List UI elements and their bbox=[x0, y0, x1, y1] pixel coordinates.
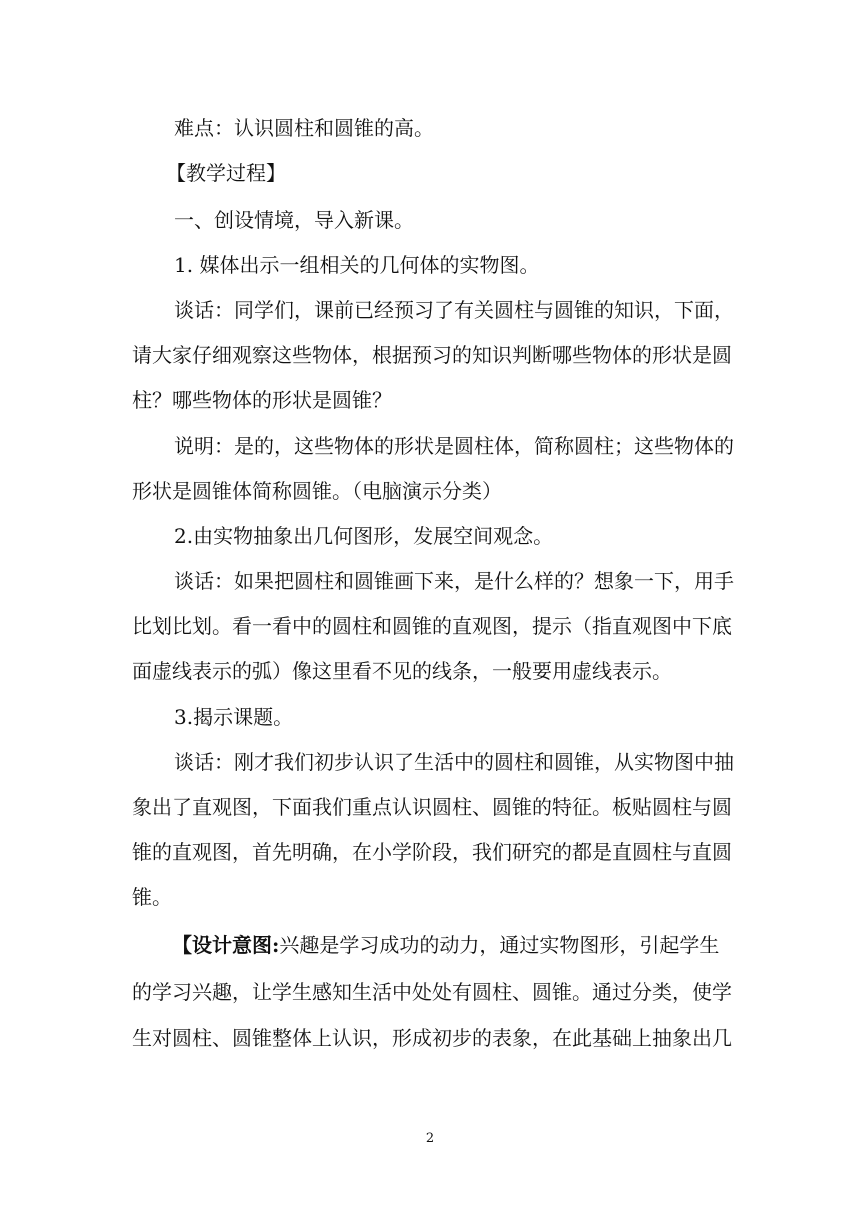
step-item: 3.揭示课题。 bbox=[174, 705, 294, 729]
design-intent-label: 【设计意图: bbox=[172, 933, 280, 957]
paragraph-line: 说明：是的，这些物体的形状是圆柱体，简称圆柱；这些物体的 bbox=[174, 434, 734, 458]
paragraph-line: 谈话：如果把圆柱和圆锥画下来，是什么样的？想象一下，用手 bbox=[174, 569, 734, 593]
page-number: 2 bbox=[425, 1131, 435, 1146]
step-heading: 一、创设情境，导入新课。 bbox=[174, 208, 414, 232]
paragraph-line: 面虚线表示的弧）像这里看不见的线条，一般要用虚线表示。 bbox=[132, 659, 672, 683]
paragraph-line: 锥的直观图，首先明确，在小学阶段，我们研究的都是直圆柱与直圆 bbox=[132, 840, 732, 864]
design-intent-line bbox=[172, 935, 784, 955]
paragraph-line: 请大家仔细观察这些物体，根据预习的知识判断哪些物体的形状是圆 bbox=[132, 343, 732, 367]
paragraph-line: 锥。 bbox=[132, 885, 172, 909]
paragraph-line: 谈话：刚才我们初步认识了生活中的圆柱和圆锥，从实物图中抽 bbox=[174, 750, 734, 774]
paragraph-line: 比划比划。看一看中的圆柱和圆锥的直观图，提示（指直观图中下底 bbox=[132, 614, 732, 638]
design-intent-text: 兴趣是学习成功的动力，通过实物图形，引起学生 bbox=[279, 933, 720, 957]
step-item: 1. 媒体出示一组相关的几何体的实物图。 bbox=[174, 253, 540, 277]
paragraph-line: 谈话：同学们，课前已经预习了有关圆柱与圆锥的知识，下面， bbox=[174, 298, 734, 322]
paragraph-line: 形状是圆锥体简称圆锥。（电脑演示分类） bbox=[132, 479, 502, 503]
section-heading: 【教学过程】 bbox=[166, 161, 286, 185]
paragraph-line: 柱？哪些物体的形状是圆锥？ bbox=[132, 388, 392, 412]
difficulty-line: 难点：认识圆柱和圆锥的高。 bbox=[174, 116, 434, 140]
paragraph-line: 象出了直观图，下面我们重点认识圆柱、圆锥的特征。板贴圆柱与圆 bbox=[132, 795, 732, 819]
step-item: 2.由实物抽象出几何图形，发展空间观念。 bbox=[174, 524, 554, 548]
design-intent-line: 生对圆柱、圆锥整体上认识，形成初步的表象，在此基础上抽象出几 bbox=[132, 1026, 732, 1050]
design-intent-line: 的学习兴趣，让学生感知生活中处处有圆柱、圆锥。通过分类，使学 bbox=[132, 980, 732, 1004]
